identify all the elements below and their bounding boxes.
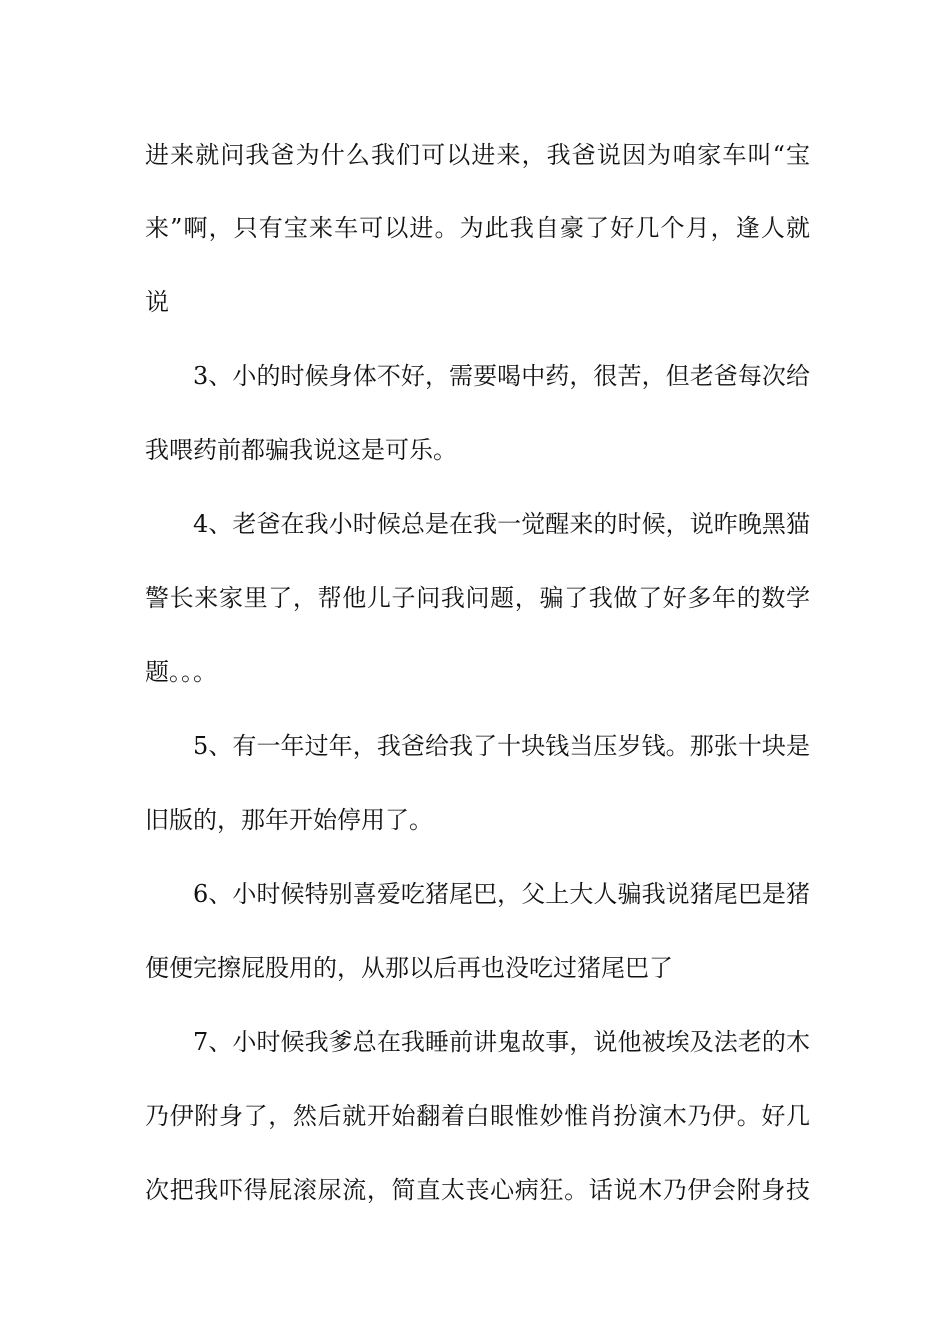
text-line: 来”啊，只有宝来车可以进。为此我自豪了好几个月，逢人就 — [145, 214, 810, 242]
text-line: 6、小时候特别喜爱吃猪尾巴，父上大人骗我说猪尾巴是猪 — [193, 880, 810, 908]
text-line: 7、小时候我爹总在我睡前讲鬼故事，说他被埃及法老的木 — [193, 1028, 810, 1056]
text-line: 5、有一年过年，我爸给我了十块钱当压岁钱。那张十块是 — [193, 732, 810, 760]
text-line: 说 — [145, 288, 169, 316]
text-line: 便便完擦屁股用的，从那以后再也没吃过猪尾巴了 — [145, 954, 673, 982]
text-line: 次把我吓得屁滚尿流，简直太丧心病狂。话说木乃伊会附身技 — [145, 1176, 810, 1204]
text-line: 进来就问我爸为什么我们可以进来，我爸说因为咱家车叫“宝 — [145, 141, 810, 169]
text-line: 我喂药前都骗我说这是可乐。 — [145, 436, 457, 464]
text-line: 3、小的时候身体不好，需要喝中药，很苦，但老爸每次给 — [193, 362, 810, 390]
text-line: 4、老爸在我小时候总是在我一觉醒来的时候，说昨晚黑猫 — [193, 510, 810, 538]
text-line: 旧版的，那年开始停用了。 — [145, 806, 433, 834]
text-line: 警长来家里了，帮他儿子问我问题，骗了我做了好多年的数学 — [145, 584, 810, 612]
text-line: 乃伊附身了，然后就开始翻着白眼惟妙惟肖扮演木乃伊。好几 — [145, 1102, 810, 1130]
text-line: 题。。。 — [145, 658, 217, 686]
